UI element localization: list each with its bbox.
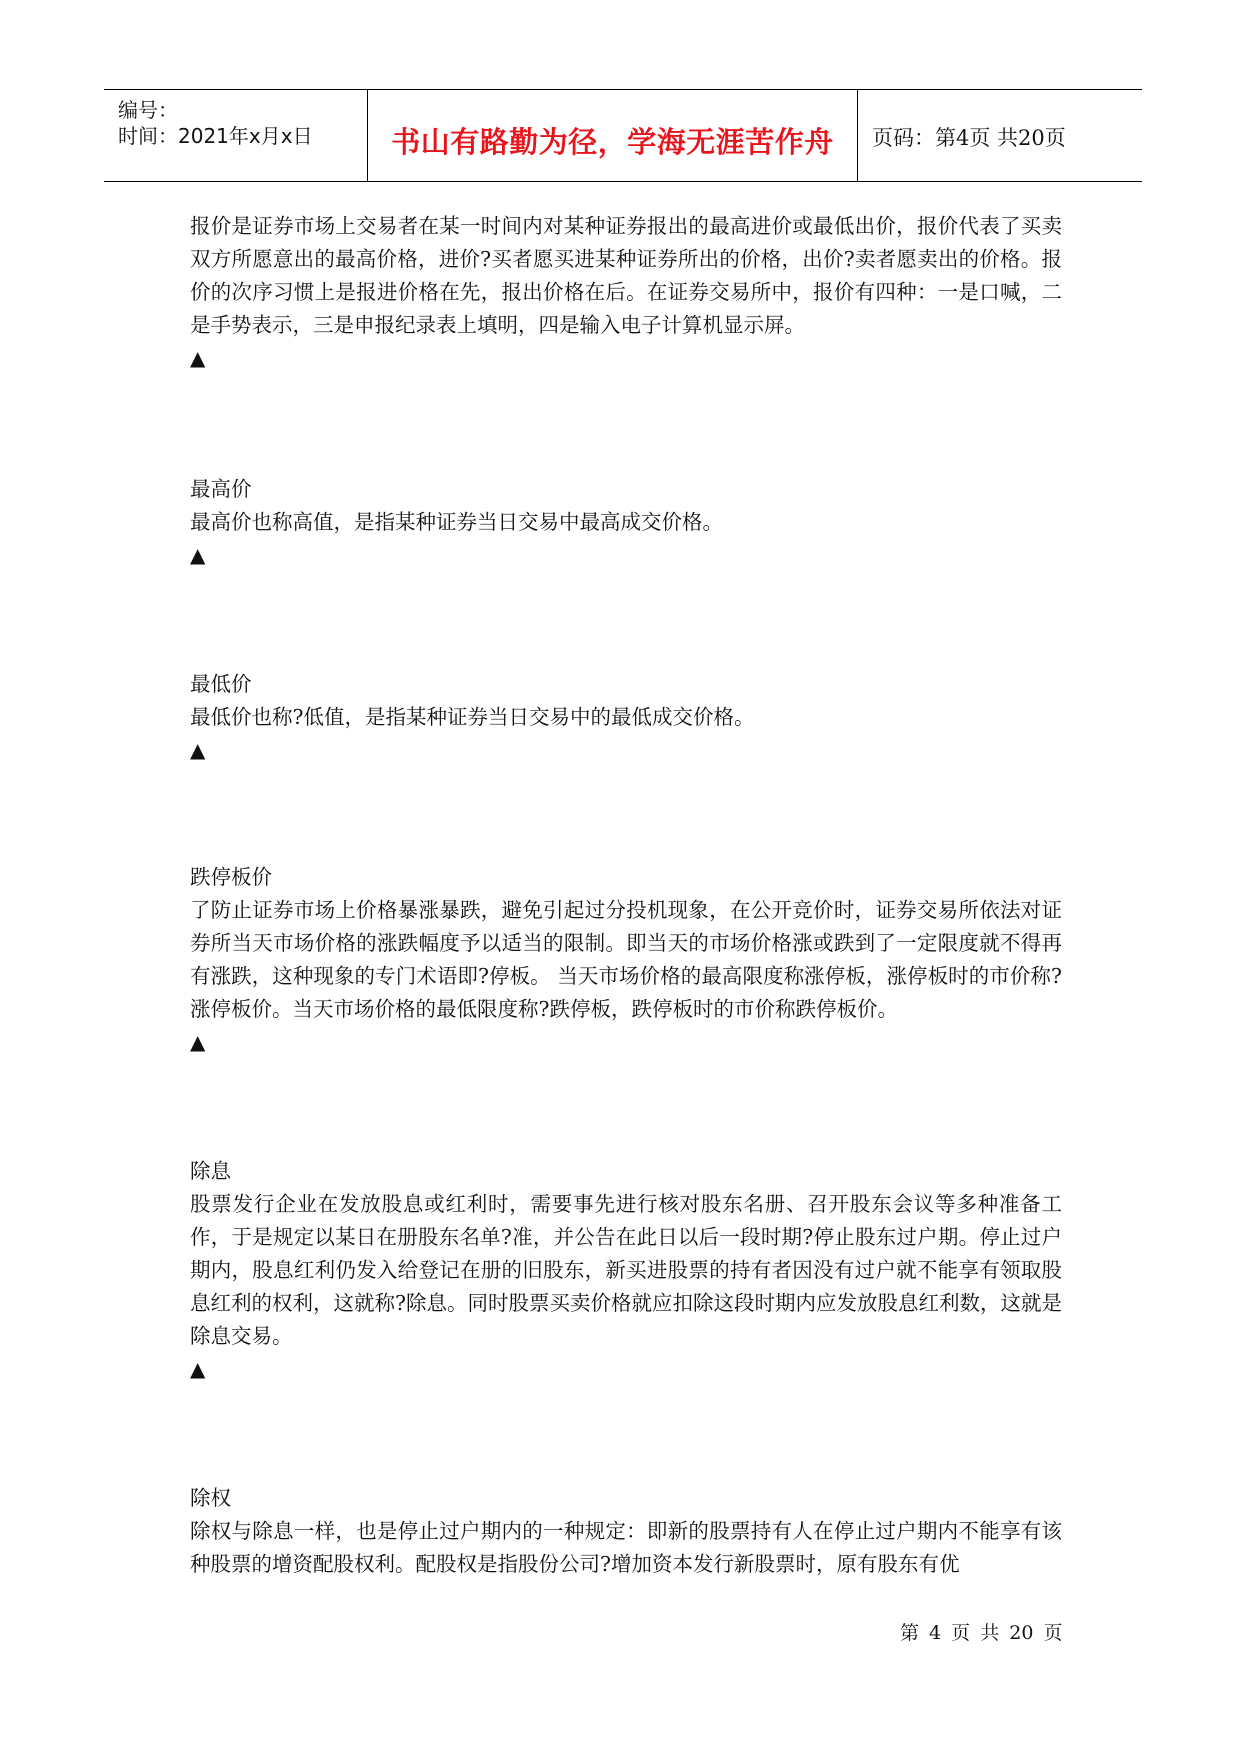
header-motto-cell xyxy=(368,90,858,181)
section-text: 除权与除息一样，也是停止过户期内的一种规定：即新的股票持有人在停止过户期内不能享有该种股票的增资配股权利。配股权是指股份公司?增加资本发行新股票时，原有股东有优 xyxy=(190,1519,1062,1576)
triangle-marker: ▲ xyxy=(190,1030,206,1054)
section-title: 除权 xyxy=(190,1486,231,1510)
triangle-marker: ▲ xyxy=(190,543,206,567)
page-label: 页码：第4页 共20页 xyxy=(872,126,1066,150)
section-highest-price xyxy=(190,473,1062,572)
section-title: 最低价 xyxy=(190,672,252,696)
section-text: 最高价也称高值，是指某种证券当日交易中最高成交价格。 xyxy=(190,510,723,534)
section-quote xyxy=(190,210,1062,375)
triangle-marker: ▲ xyxy=(190,1357,206,1381)
section-limit-down-price xyxy=(190,861,1062,1059)
section-lowest-price xyxy=(190,668,1062,767)
motto-text: 书山有路勤为径，学海无涯苦作舟 xyxy=(391,125,834,159)
section-title: 最高价 xyxy=(190,477,252,501)
time-label: 时间：2021年x月x日 xyxy=(118,124,313,148)
header-page-cell xyxy=(858,90,1142,181)
section-title: 除息 xyxy=(190,1159,231,1183)
section-ex-rights xyxy=(190,1482,1062,1581)
section-ex-dividend xyxy=(190,1155,1062,1386)
header-info-cell xyxy=(104,90,368,181)
section-title: 跌停板价 xyxy=(190,865,272,889)
triangle-marker: ▲ xyxy=(190,346,206,370)
section-text: 股票发行企业在发放股息或红利时，需要事先进行核对股东名册、召开股东会议等多种准备工作，于是规定以某日在册股东名单?准，并公告在此日以后一段时期?停止股东过户期。停止过户期内，股息红利仍发入给登记在册的旧股东，新买进股票的持有者因没有过户就不能享有领取股息红利的权利，这就称?除息。同时股票买卖价格就应扣除这段时期内应发放股息红利数，这就是除息交易。 xyxy=(190,1192,1062,1348)
section-text: 了防止证券市场上价格暴涨暴跌，避免引起过分投机现象，在公开竞价时，证券交易所依法对证券所当天市场价格的涨跌幅度予以适当的限制。即当天的市场价格涨或跌到了一定限度就不得再有涨跌，这种现象的专门术语即?停板。 当天市场价格的最高限度称涨停板，涨停板时的市价称?涨停板价。当天市场价格的最低限度称?跌停板，跌停板时的市价称跌停板价。 xyxy=(190,898,1062,1021)
number-label: 编号： xyxy=(118,98,178,122)
section-text: 最低价也称?低值，是指某种证券当日交易中的最低成交价格。 xyxy=(190,705,755,729)
page-footer: 第 4 页 共 20 页 xyxy=(900,1622,1063,1644)
document-header xyxy=(104,89,1142,182)
section-text: 报价是证券市场上交易者在某一时间内对某种证券报出的最高进价或最低出价，报价代表了买卖双方所愿意出的最高价格，进价?买者愿买进某种证券所出的价格，出价?卖者愿卖出的价格。报价的次序习惯上是报进价格在先，报出价格在后。在证券交易所中，报价有四种：一是口喊，二是手势表示，三是申报纪录表上填明，四是输入电子计算机显示屏。 xyxy=(190,214,1062,337)
triangle-marker: ▲ xyxy=(190,738,206,762)
